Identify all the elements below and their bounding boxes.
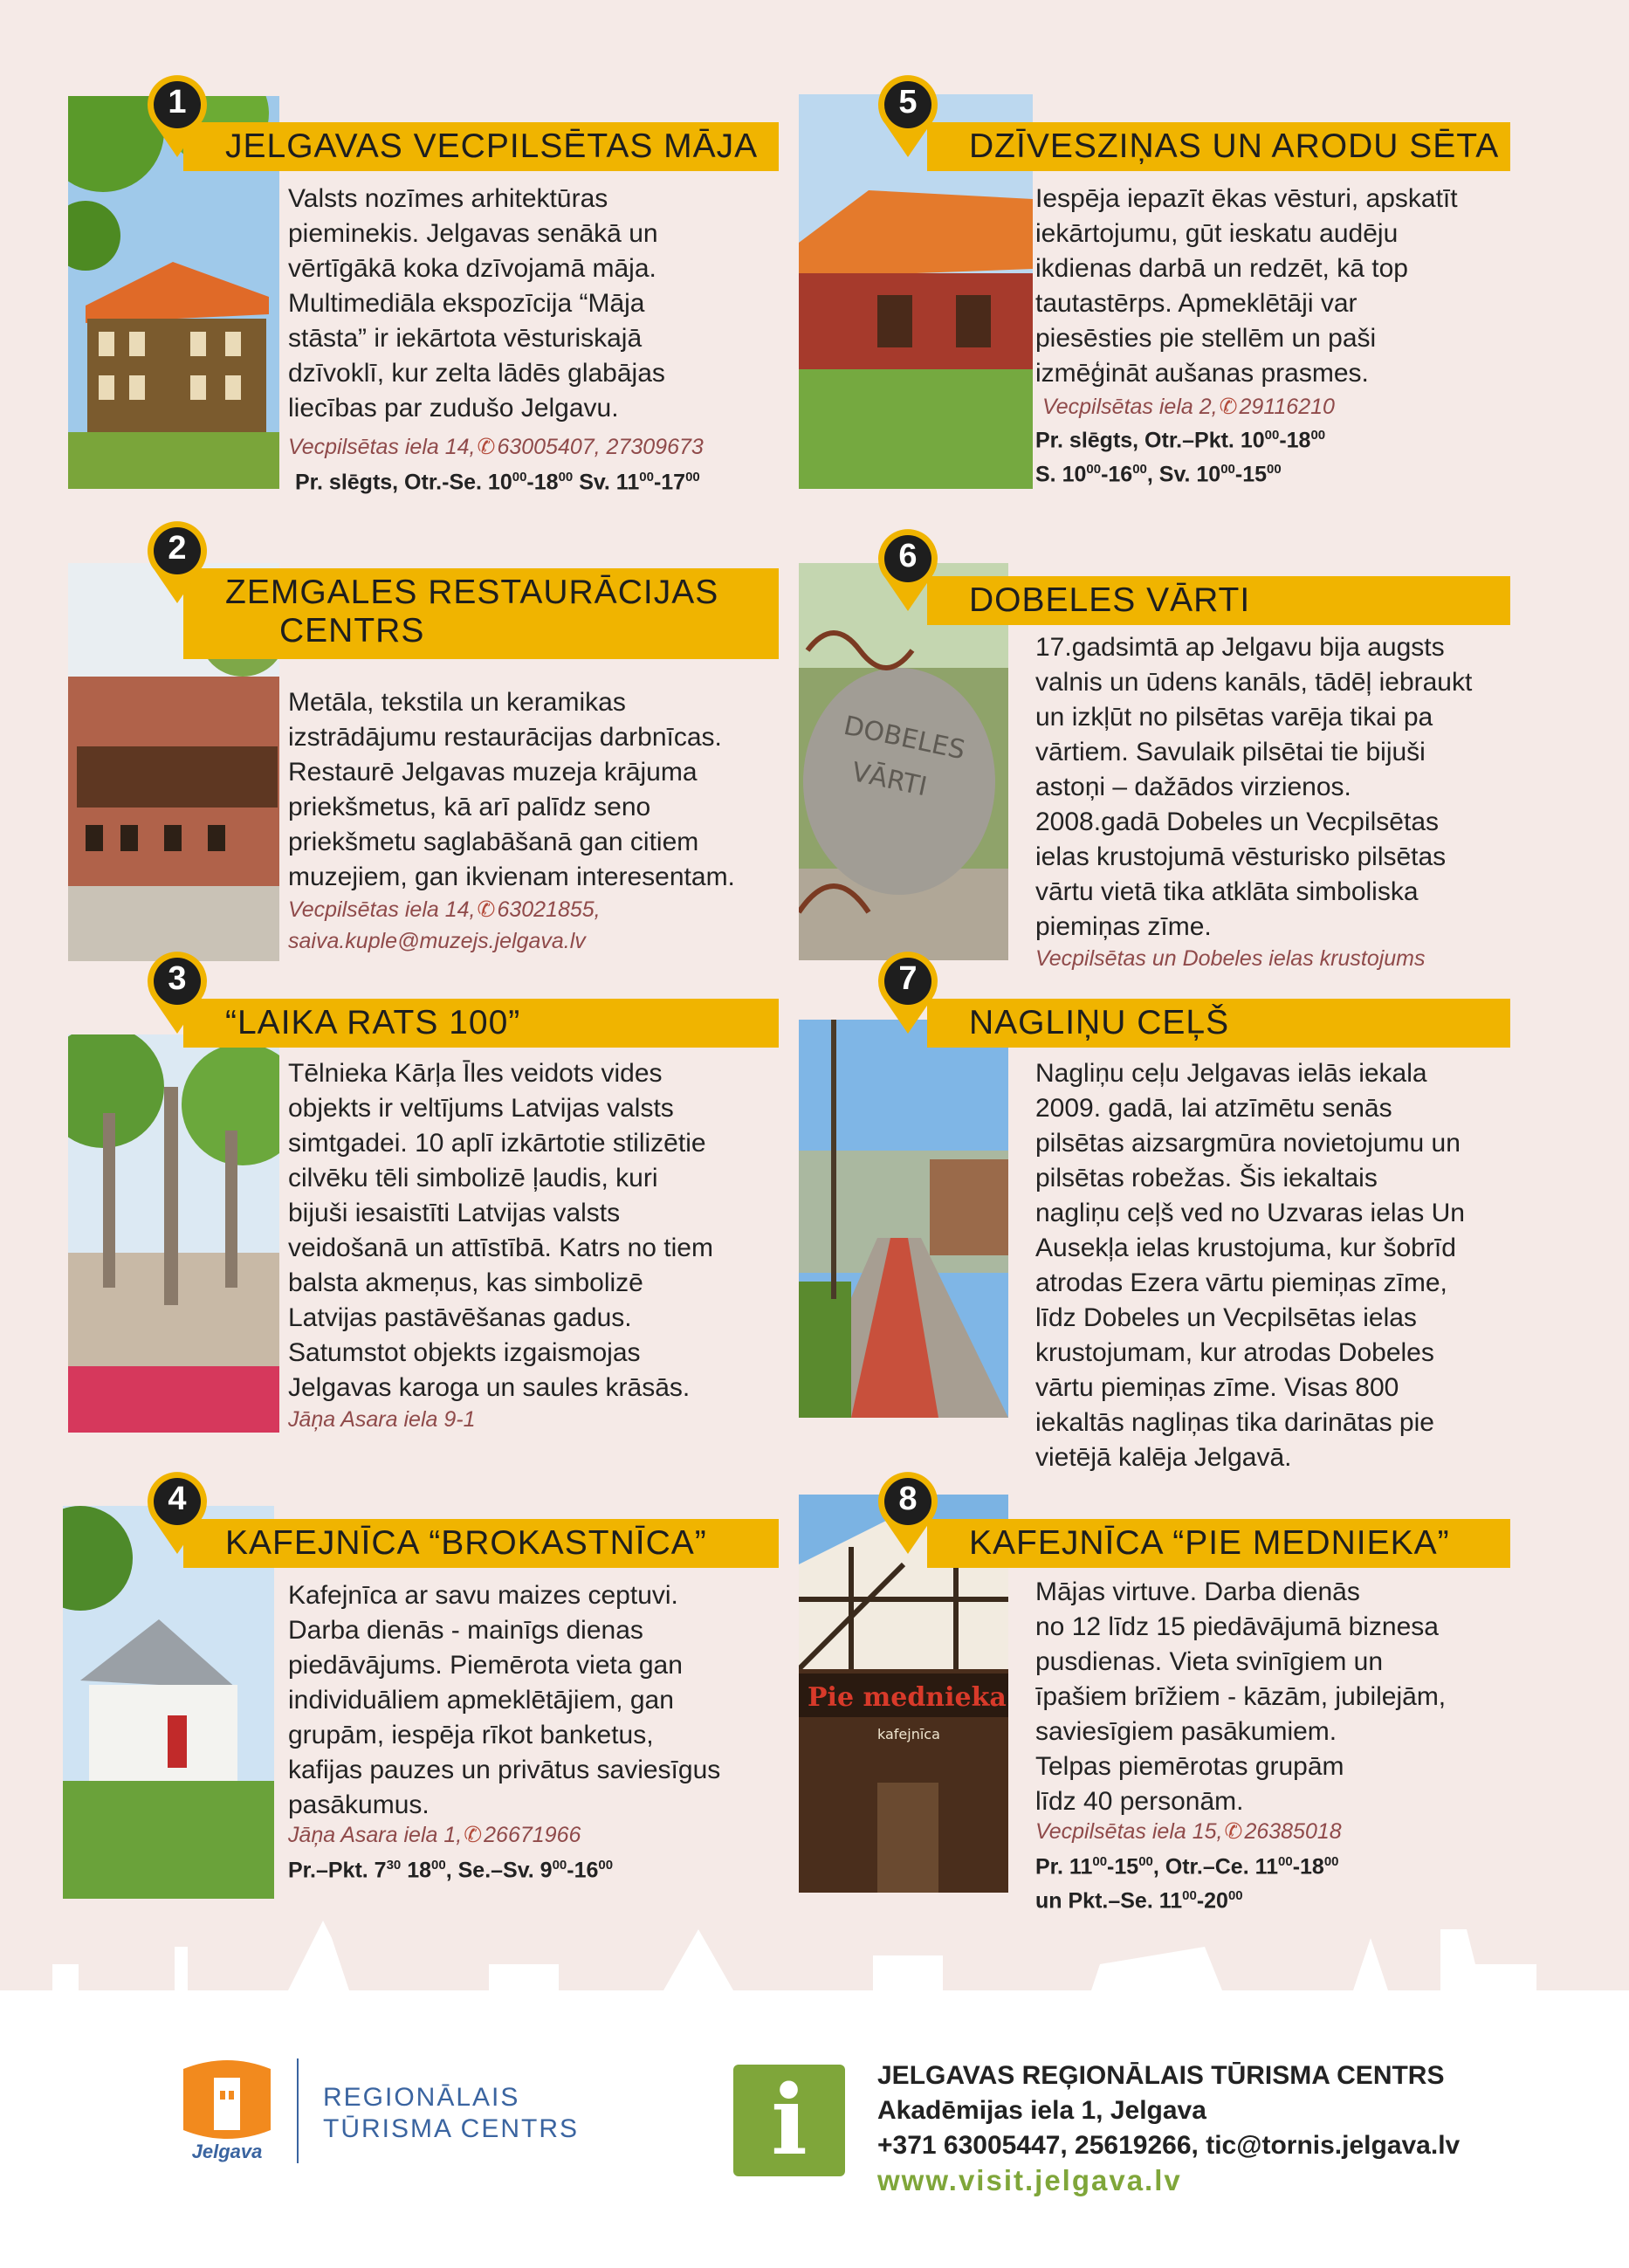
title-1: JELGAVAS VECPILSĒTAS MĀJA — [183, 122, 779, 171]
desc-3: Tēlnieka Kārļa Īles veidots vides objekts ir veltījums Latvijas valsts simtgadei. 10 aplī izkārtotie stilizētie cilvēku tēli simbolizē ļaudis, kuri bijuši iesaistīti Latvijas valsts veidošanā un attīstībā. Katrs no tiem balsta akmeņus, kas simbolizē Latvijas pastāvēšanas gadus. Satumstot objekts izgaismojas Jelgavas karoga un saules krāsās. — [288, 1059, 713, 1402]
desc-2: Metāla, tekstila un keramikas izstrādājumu restaurācijas darbnīcas. Restaurē Jelgavas muzeja krājuma priekšmetus, kā arī palīdz seno priekšmetu saglabāšanā gan citiem muzejiem, gan ikvienam interesentam. — [288, 688, 735, 891]
pin-marker-icon: 1 — [146, 75, 209, 159]
logo-brand: Jelgava — [191, 2141, 263, 2162]
phone-icon: ✆ — [477, 435, 496, 459]
address-2: Vecpilsētas iela 14,✆63021855, saiva.kuple@muzejs.jelgava.lv — [288, 894, 601, 957]
desc-6: 17.gadsimtā ap Jelgavu bija augsts valnis un ūdens kanāls, tādēļ iebraukt un izkļūt no pilsētas varēja tikai pa vārtiem. Savulaik pilsētai tie bijuši astoņi – dažādos virzienos. 2008.gadā Dobeles un Vecpilsētas ielas krustojumā vēsturisko pilsētas vārtu vietā tika atklāta simboliska piemiņas zīme. — [1035, 633, 1473, 941]
title-6: DOBELES VĀRTI — [927, 576, 1510, 625]
contact-block: JELGAVAS REĢIONĀLAIS TŪRISMA CENTRS Akadēmijas iela 1, Jelgava +371 63005447, 25619266, tic@tornis.jelgava.lv www.visit.jelgava.lv — [877, 2061, 1461, 2196]
title-4: KAFEJNĪCA “BROKASTNĪCA” — [183, 1519, 779, 1568]
jelgava-logo — [175, 2052, 279, 2165]
title-2: ZEMGALES RESTAURĀCIJAS CENTRS — [183, 568, 779, 659]
hours-4: Pr.–Pkt. $7^{30}$ $18^{00}$, Se.–Sv. $9^{00}-16^{00}$ — [288, 1858, 614, 1883]
sign-subtext: kafejnīca — [877, 1726, 940, 1742]
phone-icon: ✆ — [1224, 1819, 1243, 1844]
info-icon: i — [733, 2065, 845, 2176]
title-8: KAFEJNĪCA “PIE MEDNIEKA” — [927, 1519, 1510, 1568]
phone-icon: ✆ — [1219, 395, 1238, 419]
address-8: Vecpilsētas iela 15,✆26385018 — [1035, 1816, 1342, 1847]
desc-1: Valsts nozīmes arhitektūras pieminekis. Jelgavas senākā un vērtīgākā koka dzīvojamā māja. Multimediāla ekspozīcija “Māja stāsta” ir iekārtota vēsturiskajā dzīvoklī, kur zelta lādēs glabājas liecības par zudušo Jelgavu. — [288, 184, 665, 423]
hours-1: Pr. slēgts, Otr.-Se. $10^{00}-18^{00}$ Sv. $11^{00}-17^{00}$ — [295, 470, 700, 495]
title-3: “LAIKA RATS 100” — [183, 999, 779, 1048]
stone-inscription-2: VĀRTI — [849, 756, 930, 803]
website-link[interactable]: www.visit.jelgava.lv — [877, 2164, 1182, 2196]
hours-8: Pr. $11^{00}-15^{00}$, Otr.–Ce. $11^{00}-18^{00}$ un Pkt.–Se. $11^{00}-20^{00}$ — [1035, 1854, 1339, 1914]
address-1: Vecpilsētas iela 14,✆63005407, 27309673 — [288, 431, 704, 463]
pin-marker-icon: 6 — [876, 529, 939, 613]
photo-naglinu-cels — [799, 1020, 1008, 1418]
title-5: DZĪVESZIŅAS UN ARODU SĒTA — [927, 122, 1510, 171]
address-4: Jāņa Asara iela 1,✆26671966 — [288, 1819, 581, 1851]
desc-7: Nagliņu ceļu Jelgavas ielās iekala 2009. gadā, lai atzīmētu senās pilsētas aizsargmūra novietojumu un pilsētas robežas. Šis iekaltais nagliņu ceļš ved no Uzvaras ielas Un Ausekļa ielas krustojuma, kur šobrīd atrodas Ezera vārtu piemiņas zīme, līdz Dobeles un Vecpilsētas ielas krustojumam, kur atrodas Dobeles vārtu piemiņas zīme. Visas 800 iekaltās nagliņas tika darinātas pie vietējā kalēja Jelgavā. — [1035, 1059, 1465, 1472]
title-7: NAGLIŅU CEĻŠ — [927, 999, 1510, 1048]
desc-5: Iespēja iepazīt ēkas vēsturi, apskatīt iekārtojumu, gūt ieskatu audēju ikdienas darbā un redzēt, kā top tautastērps. Apmeklētāji var piesēsties pie stellēm un paši izmēģināt aušanas prasmes. — [1035, 184, 1458, 388]
pin-marker-icon: 4 — [146, 1472, 209, 1556]
address-3: Jāņa Asara iela 9-1 — [288, 1407, 476, 1432]
photo-laika-rats — [68, 1034, 279, 1433]
stone-inscription: DOBELES — [841, 710, 968, 766]
pin-marker-icon: 2 — [146, 521, 209, 605]
logo-divider — [297, 2058, 299, 2163]
desc-4: Kafejnīca ar savu maizes ceptuvi. Darba dienās - mainīgs dienas piedāvājums. Piemērota vieta gan individuāliem apmeklētājiem, gan grupām, iespēja rīkot banketus, kafijas pauzes un privātus saviesīgus pasākumus. — [288, 1581, 721, 1819]
address-5: Vecpilsētas iela 2,✆29116210 — [1042, 391, 1335, 423]
pin-marker-icon: 7 — [876, 952, 939, 1035]
desc-8: Mājas virtuve. Darba dienās no 12 līdz 15 piedāvājumā biznesa pusdienas. Vieta svinīgiem un īpašiem brīžiem - kāzām, jubilejām, saviesīgiem pasākumiem. Telpas piemērotas grupām līdz 40 personām. — [1035, 1577, 1447, 1816]
hours-5: Pr. slēgts, Otr.–Pkt. $10^{00}-18^{00}$ S. $10^{00}-16^{00}$, Sv. $10^{00}-15^{00}$ — [1035, 428, 1326, 487]
logo-text: REGIONĀLAIS TŪRISMA CENTRS — [323, 2083, 580, 2143]
pin-marker-icon: 8 — [876, 1472, 939, 1556]
sign-text: Pie mednieka — [808, 1682, 1007, 1713]
phone-icon: ✆ — [477, 897, 496, 922]
phone-icon: ✆ — [464, 1823, 483, 1847]
pin-marker-icon: 5 — [876, 75, 939, 159]
address-6: Vecpilsētas un Dobeles ielas krustojums — [1035, 946, 1426, 971]
pin-marker-icon: 3 — [146, 952, 209, 1035]
